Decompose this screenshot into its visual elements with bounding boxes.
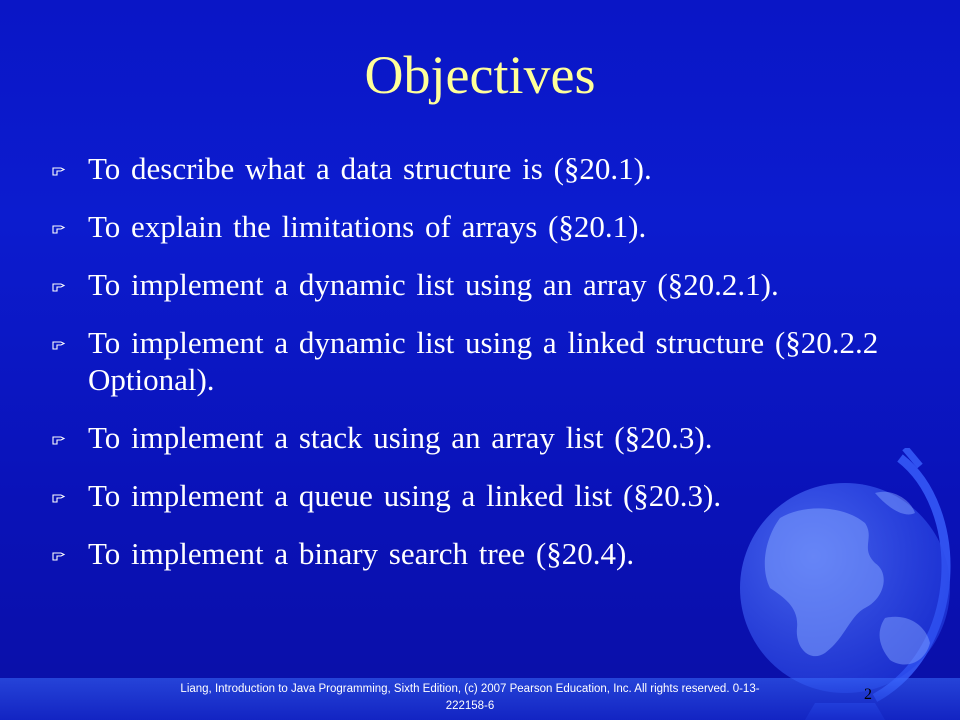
list-item xyxy=(52,150,932,187)
bullet-text: To implement a queue using a linked list (§20.3). xyxy=(88,478,722,513)
bullet-text: To implement a stack using an array list (§20.3). xyxy=(88,420,713,455)
list-item xyxy=(52,324,932,398)
bullet-text: To implement a binary search tree (§20.4). xyxy=(88,536,635,571)
list-item xyxy=(52,208,932,245)
pointing-hand-icon xyxy=(52,279,66,293)
pointing-hand-icon xyxy=(52,221,66,235)
bullet-text: To explain the limitations of arrays (§20.1). xyxy=(88,209,647,244)
pointing-hand-icon xyxy=(52,163,66,177)
footer-copyright: Liang, Introduction to Java Programming, Sixth Edition, (c) 2007 Pearson Education, Inc. All rights reserved. 0-13-222158-6 xyxy=(180,683,760,712)
bullet-text: To implement a dynamic list using an array (§20.2.1). xyxy=(88,267,779,302)
pointing-hand-icon xyxy=(52,548,66,562)
page-number: 2 xyxy=(864,686,872,703)
bullet-text: To implement a dynamic list using a linked structure (§20.2.2 Optional). xyxy=(88,325,879,397)
bullet-text: To describe what a data structure is (§20.1). xyxy=(88,151,652,186)
pointing-hand-icon xyxy=(52,432,66,446)
list-item xyxy=(52,266,932,303)
slide-title: Objectives xyxy=(364,45,596,105)
pointing-hand-icon xyxy=(52,337,66,351)
pointing-hand-icon xyxy=(52,490,66,504)
